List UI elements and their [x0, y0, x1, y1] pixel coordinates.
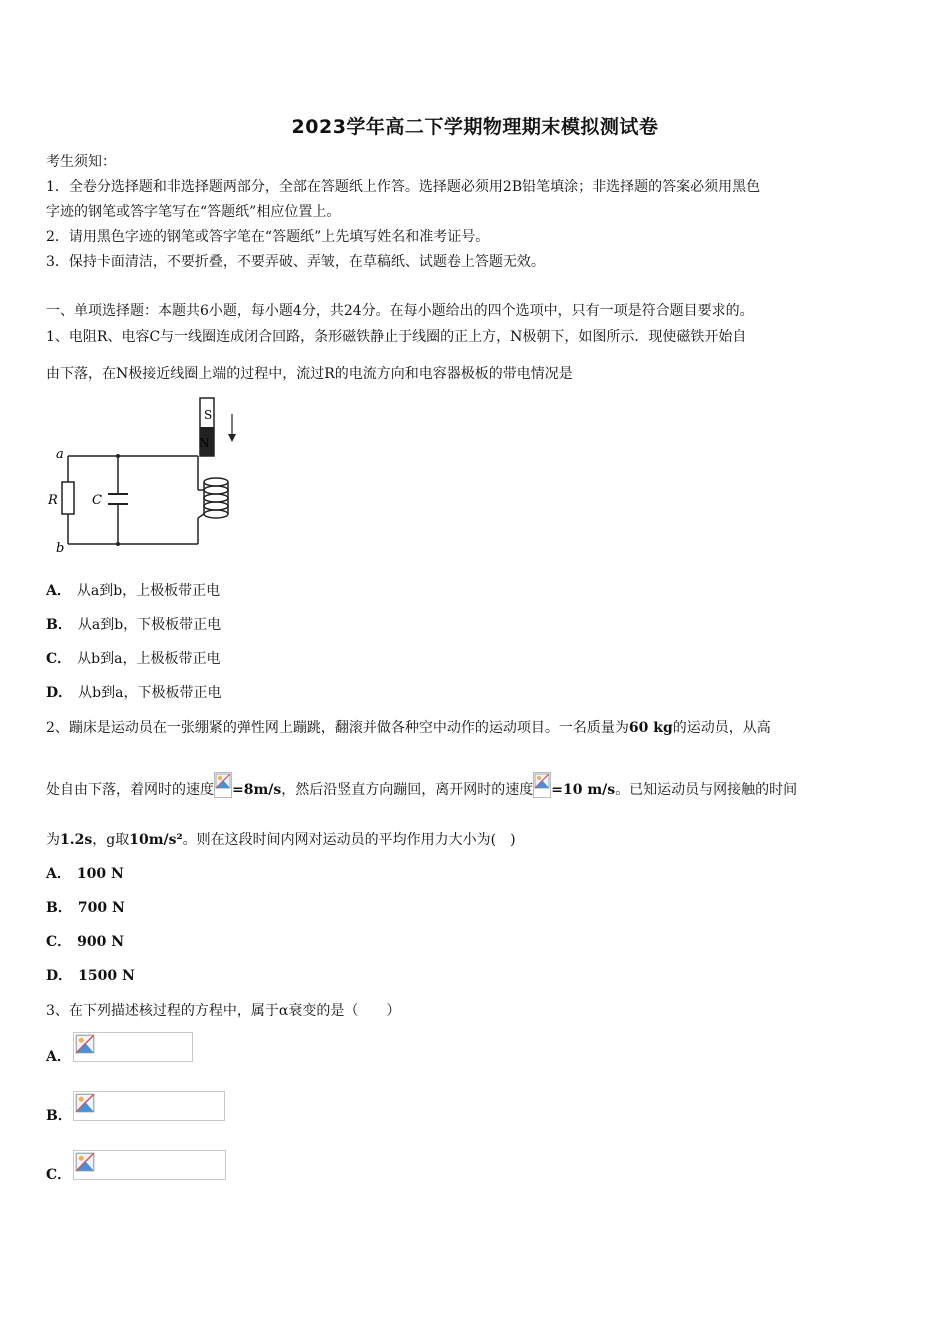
option-label: B． — [46, 1108, 72, 1124]
q1-option-b[interactable] — [46, 615, 221, 635]
label-r: R — [48, 493, 58, 508]
q2-text: ，然后沿竖直方向蹦回，离开网时的速度 — [281, 782, 534, 798]
notice-item-2: 2．请用黑色字迹的钢笔或答字笔在“答题纸”上先填写姓名和准考证号。 — [46, 229, 490, 245]
q2-v2: =10 m/s — [551, 782, 616, 798]
option-text: 从a到b，上极板带正电 — [76, 583, 221, 599]
q2-text: ，g取 — [92, 832, 130, 848]
q2-option-c[interactable] — [46, 932, 124, 952]
option-label: C． — [46, 1167, 72, 1183]
option-text: 900 N — [77, 934, 125, 950]
broken-image-icon — [75, 1034, 95, 1054]
q1-option-d[interactable] — [46, 683, 221, 703]
q2-option-a[interactable] — [46, 864, 124, 884]
option-text: 从b到a，下极板带正电 — [78, 685, 222, 701]
section-heading: 一、单项选择题：本题共6小题，每小题4分，共24分。在每小题给出的四个选项中，只有一项是符合题目要求的。 — [46, 303, 754, 319]
junction-bottom — [116, 542, 120, 546]
circuit-figure — [46, 394, 246, 558]
q2-option-d[interactable] — [46, 966, 135, 986]
circuit-diagram — [46, 394, 246, 558]
resistor — [62, 482, 74, 514]
option-text: 1500 N — [78, 968, 135, 984]
q3-option-c-equation-image — [73, 1150, 226, 1180]
q2-text: 的运动员，从高 — [672, 720, 771, 736]
page-title: 2023学年高二下学期物理期末模拟测试卷 — [291, 116, 659, 138]
q2-text: 处自由下落，着网时的速度 — [46, 782, 214, 798]
junction-top — [116, 454, 120, 458]
q2-g: 10m/s² — [129, 832, 183, 848]
q2-option-b[interactable] — [46, 898, 125, 918]
q2-stem-line2 — [46, 772, 906, 800]
q1-stem-line2: 由下落，在N极接近线圈上端的过程中，流过R的电流方向和电容器极板的带电情况是 — [46, 366, 573, 382]
option-label: A． — [46, 1049, 71, 1065]
coil — [198, 478, 228, 518]
notice-item-1-cont: 字迹的钢笔或答字笔写在“答题纸”相应位置上。 — [46, 204, 341, 220]
q1-stem-line1: 1、电阻R、电容C与一线圈连成闭合回路，条形磁铁静止于线圈的正上方，N极朝下，如图所示．现使磁铁开始自 — [46, 329, 747, 345]
option-text: 100 N — [76, 866, 124, 882]
q2-stem-line3 — [46, 830, 906, 850]
q3-option-a-equation-image — [73, 1032, 193, 1062]
q3-option-b-equation-image — [73, 1091, 225, 1121]
option-label: B． — [46, 900, 72, 916]
broken-image-icon — [75, 1093, 95, 1113]
q2-mass: 60 kg — [628, 720, 673, 736]
magnet-n-label: N — [199, 436, 210, 450]
label-c: C — [92, 493, 102, 508]
magnet-s-label: S — [204, 408, 213, 422]
fall-arrow-head — [228, 434, 236, 442]
broken-image-icon — [75, 1152, 95, 1172]
option-text: 从b到a，上极板带正电 — [77, 651, 221, 667]
q2-v1: =8m/s — [232, 782, 282, 798]
option-label: D． — [46, 968, 73, 984]
q2-text: 。已知运动员与网接触的时间 — [615, 782, 798, 798]
q3-stem: 3、在下列描述核过程的方程中，属于α衰变的是（ ） — [46, 1003, 401, 1019]
notice-item-3: 3．保持卡面清洁，不要折叠，不要弄破、弄皱，在草稿纸、试题卷上答题无效。 — [46, 254, 545, 270]
q1-option-a[interactable] — [46, 581, 220, 601]
q2-text: 为 — [46, 832, 60, 848]
option-label: A． — [46, 583, 71, 599]
q2-text: 2、蹦床是运动员在一张绷紧的弹性网上蹦跳，翻滚并做各种空中动作的运动项目。一名质量为 — [46, 720, 629, 736]
option-label: D． — [46, 685, 73, 701]
notice-heading: 考生须知： — [46, 154, 116, 170]
option-text: 从a到b，下极板带正电 — [77, 617, 222, 633]
option-label: C． — [46, 934, 72, 950]
label-b: b — [56, 541, 65, 556]
q1-option-c[interactable] — [46, 649, 220, 669]
q2-stem-line1 — [46, 718, 906, 738]
broken-image-icon — [214, 772, 232, 798]
label-a: a — [56, 447, 64, 462]
option-text: 700 N — [77, 900, 125, 916]
broken-image-icon — [533, 772, 551, 798]
q2-time: 1.2s — [60, 832, 93, 848]
option-label: C． — [46, 651, 72, 667]
notice-item-1: 1．全卷分选择题和非选择题两部分，全部在答题纸上作答。选择题必须用2B铅笔填涂；非选择题的答案必须用黑色 — [46, 179, 761, 195]
option-label: A． — [46, 866, 71, 882]
q2-text: 。则在这段时间内网对运动员的平均作用力大小为( ) — [182, 832, 516, 848]
option-label: B． — [46, 617, 72, 633]
